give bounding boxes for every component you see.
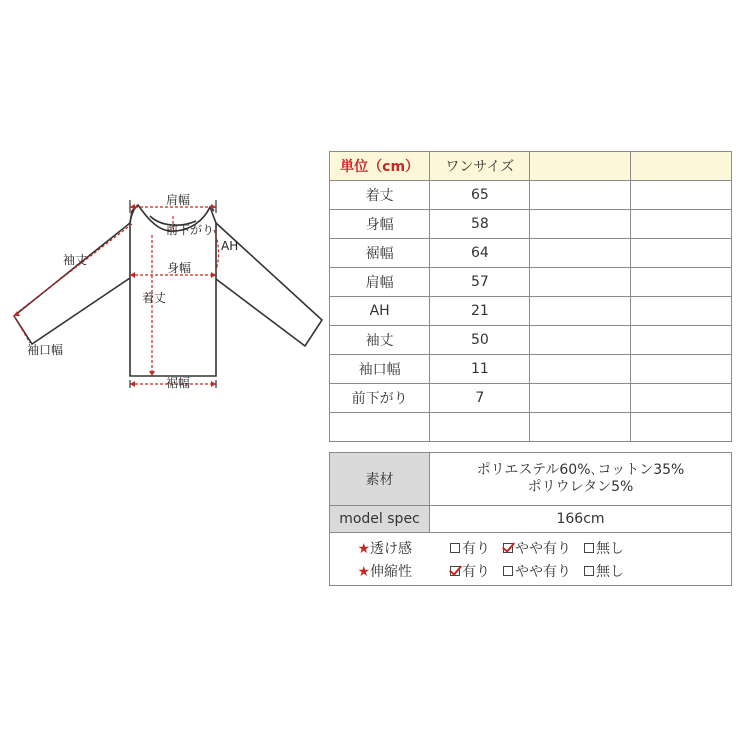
row-label: 袖丈: [330, 326, 430, 355]
checkbox-checked-icon[interactable]: [450, 566, 460, 576]
table-row-empty: [330, 413, 732, 442]
model-spec-row: [330, 506, 732, 533]
stretch-option-yes[interactable]: [450, 561, 490, 581]
row-label: 肩幅: [330, 268, 430, 297]
checkbox-icon[interactable]: [584, 543, 594, 553]
empty-cell: [330, 413, 430, 442]
table-row: [330, 239, 732, 268]
garment-outline: [0, 0, 330, 420]
stretch-row: [330, 559, 731, 582]
label-length: 着丈: [142, 291, 167, 305]
material-value: [430, 453, 732, 506]
row-value: 50: [430, 326, 530, 355]
empty-cell: [630, 210, 731, 239]
label-sleeve-length: 袖丈: [63, 253, 88, 267]
empty-cell: [530, 297, 630, 326]
option-label: やや有り: [515, 540, 571, 557]
empty-cell: [530, 210, 630, 239]
star-icon: ★: [357, 563, 370, 580]
transparency-name: [330, 538, 450, 558]
size-name: ワンサイズ: [430, 152, 530, 181]
label-front-drop: 前下がり: [166, 223, 215, 237]
label-body-width: 身幅: [167, 261, 192, 275]
table-row: [330, 210, 732, 239]
empty-cell: [530, 355, 630, 384]
empty-cell: [530, 181, 630, 210]
material-label: 素材: [330, 453, 430, 506]
option-label: 有り: [462, 540, 490, 557]
size-table: [329, 151, 732, 442]
label-hem-width: 裾幅: [166, 376, 191, 390]
transparency-label: 透け感: [370, 540, 412, 557]
empty-cell: [530, 384, 630, 413]
empty-cell: [530, 268, 630, 297]
table-row: [330, 181, 732, 210]
model-spec-value: 166cm: [430, 506, 732, 533]
model-spec-label: model spec: [330, 506, 430, 533]
row-value: 65: [430, 181, 530, 210]
row-label: AH: [330, 297, 430, 326]
empty-cell: [630, 384, 731, 413]
table-row: [330, 384, 732, 413]
feel-cell: [330, 533, 732, 586]
size-table-header: [330, 152, 732, 181]
table-row: [330, 355, 732, 384]
unit-label: 単位（cm）: [330, 152, 430, 181]
transparency-option-none[interactable]: [584, 538, 624, 558]
transparency-option-somewhat[interactable]: [503, 538, 571, 558]
row-label: 袖口幅: [330, 355, 430, 384]
row-value: 11: [430, 355, 530, 384]
row-value: 21: [430, 297, 530, 326]
material-row: [330, 453, 732, 506]
empty-header-cell: [630, 152, 731, 181]
checkbox-icon[interactable]: [503, 566, 513, 576]
label-shoulder-width: 肩幅: [166, 193, 191, 207]
row-value: 58: [430, 210, 530, 239]
transparency-row: [330, 536, 731, 559]
row-label: 裾幅: [330, 239, 430, 268]
empty-cell: [630, 181, 731, 210]
row-label: 前下がり: [330, 384, 430, 413]
row-label: 着丈: [330, 181, 430, 210]
table-row: [330, 297, 732, 326]
stretch-label: 伸縮性: [370, 563, 412, 580]
empty-cell: [430, 413, 530, 442]
empty-cell: [630, 268, 731, 297]
material-line-1: ポリエステル60%､コットン35%: [476, 462, 685, 478]
option-label: 無し: [596, 563, 624, 580]
empty-cell: [630, 297, 731, 326]
empty-cell: [530, 413, 630, 442]
stretch-name: [330, 561, 450, 581]
option-label: 無し: [596, 540, 624, 557]
table-row: [330, 326, 732, 355]
checkbox-icon[interactable]: [450, 543, 460, 553]
empty-header-cell: [530, 152, 630, 181]
label-armhole: AH: [221, 239, 239, 253]
option-label: やや有り: [515, 563, 571, 580]
star-icon: ★: [357, 540, 370, 557]
garment-diagram: [0, 0, 330, 420]
checkbox-checked-icon[interactable]: [503, 543, 513, 553]
stretch-option-none[interactable]: [584, 561, 624, 581]
empty-cell: [630, 239, 731, 268]
empty-cell: [630, 413, 731, 442]
option-label: 有り: [462, 563, 490, 580]
material-line-2: ポリウレタン5%: [527, 479, 634, 495]
row-value: 57: [430, 268, 530, 297]
feel-row: [330, 533, 732, 586]
table-row: [330, 268, 732, 297]
empty-cell: [630, 355, 731, 384]
row-label: 身幅: [330, 210, 430, 239]
transparency-option-yes[interactable]: [450, 538, 490, 558]
checkbox-icon[interactable]: [584, 566, 594, 576]
label-cuff-width: 袖口幅: [27, 343, 64, 357]
stretch-option-somewhat[interactable]: [503, 561, 571, 581]
row-value: 64: [430, 239, 530, 268]
row-value: 7: [430, 384, 530, 413]
empty-cell: [630, 326, 731, 355]
empty-cell: [530, 326, 630, 355]
spec-table: [329, 452, 732, 586]
empty-cell: [530, 239, 630, 268]
